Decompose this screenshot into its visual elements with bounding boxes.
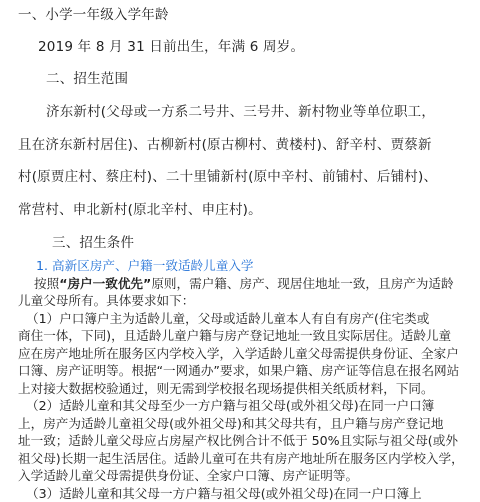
item1-line-3: 应在房产地址所在服务区内学校入学，入学适龄儿童父母需提供身份证、全家户 bbox=[18, 345, 464, 363]
section1-heading: 一、小学一年级入学年龄 bbox=[18, 6, 169, 24]
item1-line-5: 上对接大数据校验通过，则无需到学校报名现场提供相关纸质材料，下同。 bbox=[18, 380, 464, 398]
subsection1-title: 1. 高新区房产、户籍一致适龄儿童入学 bbox=[18, 257, 464, 275]
item2-line-3: 址一致；适龄儿童父母应占房屋产权比例合计不低于 50%且实际与祖父母(或外 bbox=[18, 432, 464, 450]
item1-line-1: （1）户口簿户主为适龄儿童，父母或适龄儿童本人有自有房产(住宅类或 bbox=[18, 310, 464, 328]
item3-line-1: （3）适龄儿童和其父母一方户籍与祖父母(或外祖父母)在同一户口簿上 bbox=[18, 485, 464, 502]
scope-line-1: 济东新村(父母或一方系二号井、三号井、新村物业等单位职工， bbox=[46, 103, 435, 121]
intro-emphasis: “房户一致优先” bbox=[59, 276, 151, 291]
item1-line-2: 商住一体，下同)，且适龄儿童户籍与房产登记地址一致且实际居住。适龄儿童 bbox=[18, 327, 464, 345]
intro-rest: 原则，需户籍、房产、现居住地址一致，且房产为适龄 bbox=[151, 276, 453, 291]
item1-line-4: 口簿、房产证明等。根据“一网通办”要求，如果户籍、房产证等信息在报名网站 bbox=[18, 362, 464, 380]
intro-line-1 bbox=[18, 275, 464, 293]
section2-heading: 二、招生范围 bbox=[46, 70, 128, 88]
scope-line-2: 且在济东新村居住)、古柳新村(原古柳村、黄楼村)、舒辛村、贾蔡新 bbox=[18, 136, 432, 154]
item2-line-1: （2）适龄儿童和其父母至少一方户籍与祖父母(或外祖父母)在同一户口簿 bbox=[18, 397, 464, 415]
intro-prefix: 按照 bbox=[34, 276, 59, 291]
conditions-body bbox=[18, 257, 464, 502]
scope-line-4: 常营村、申北新村(原北辛村、申庄村)。 bbox=[18, 201, 262, 219]
section3-heading: 三、招生条件 bbox=[52, 234, 134, 252]
intro-line-2: 儿童父母所有。具体要求如下： bbox=[18, 292, 464, 310]
section1-text: 2019 年 8 月 31 日前出生，年满 6 周岁。 bbox=[38, 38, 304, 56]
scope-line-3: 村(原贾庄村、蔡庄村)、二十里铺新村(原中辛村、前铺村、后铺村)、 bbox=[18, 168, 437, 186]
item2-line-5: 入学适龄儿童父母需提供身份证、全家户口簿、房产证明等。 bbox=[18, 467, 464, 485]
item2-line-2: 上，房产为适龄儿童祖父母(或外祖父母)和其父母共有，且户籍与房产登记地 bbox=[18, 415, 464, 433]
item2-line-4: 祖父母)长期一起生活居住。适龄儿童可在共有房产地址所在服务区内学校入学， bbox=[18, 450, 464, 468]
